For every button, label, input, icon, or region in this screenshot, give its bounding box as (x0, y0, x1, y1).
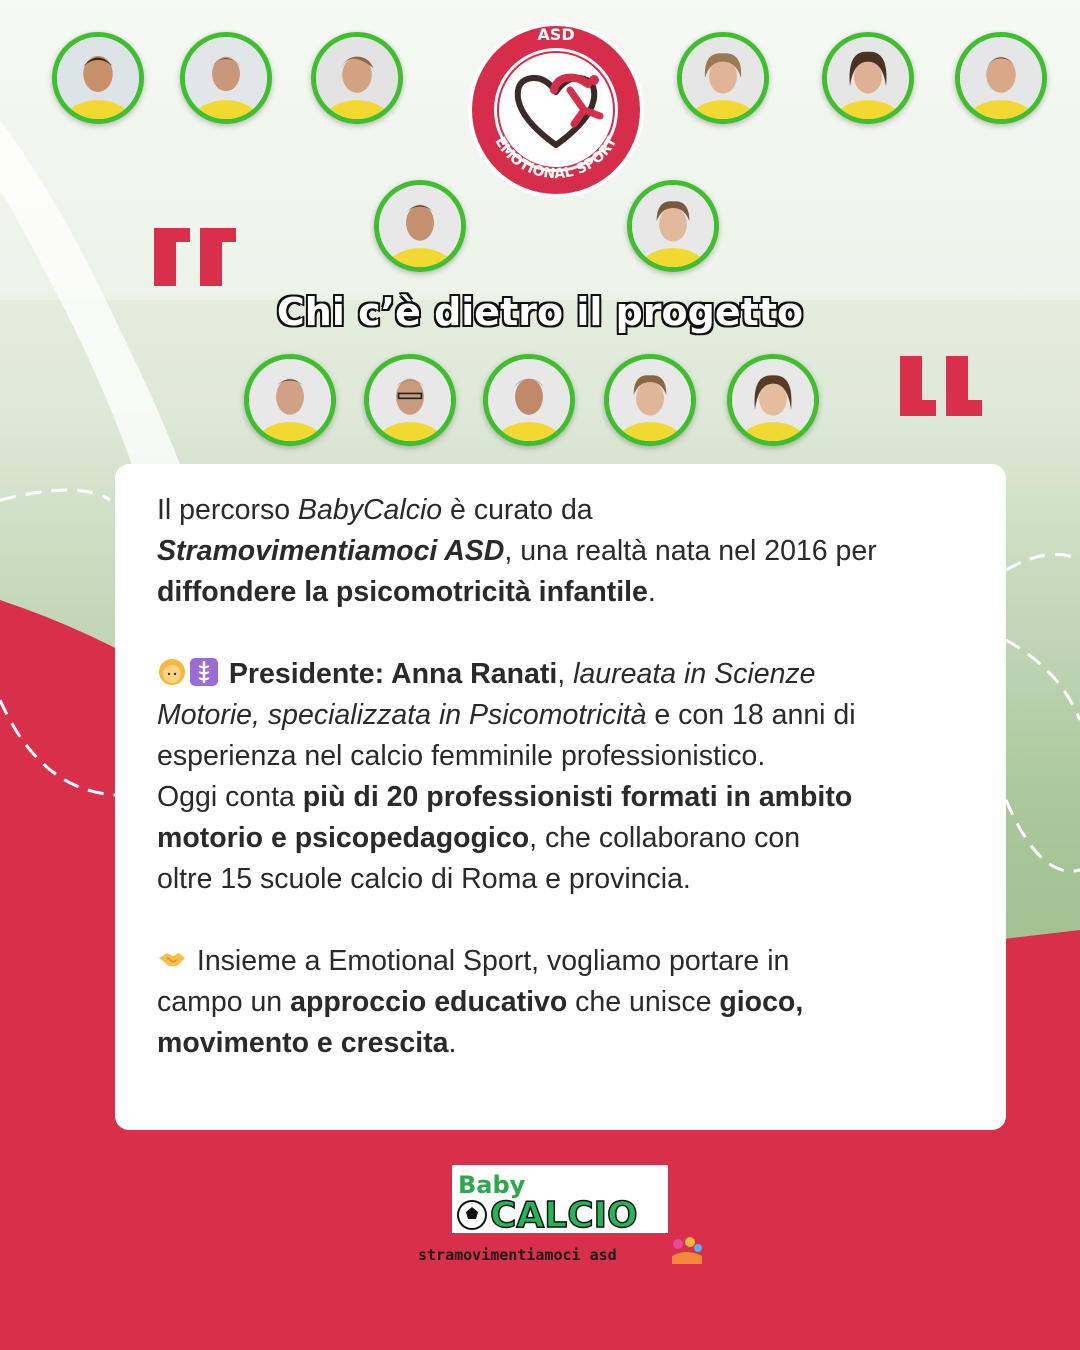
description-card (115, 464, 1006, 1130)
emotional-sport-logo (466, 20, 646, 200)
medical-symbol-icon (189, 657, 219, 687)
mission-paragraph: Insieme a Emotional Sport, vogliamo portare in campo un approccio educativo che unisce gioco, movimento e crescita. (157, 945, 804, 1059)
person-photo-icon (960, 37, 1042, 119)
team-member-avatar (822, 32, 914, 124)
person-photo-icon (682, 37, 764, 119)
logo-calcio-text: CALCIO (490, 1195, 638, 1233)
person-photo-icon (488, 359, 570, 441)
open-quote-icon (150, 220, 240, 292)
logo-bottom-text: EMOTIONAL SPORT (491, 134, 621, 183)
team-member-avatar (52, 32, 144, 124)
person-photo-icon (369, 359, 451, 441)
team-member-avatar (374, 180, 466, 272)
person-photo-icon (185, 37, 267, 119)
president-paragraph: Presidente: Anna Ranati, laureata in Scienze Motorie, specializzata in Psicomotricità e con 18 anni di esperienza nel calcio femminile professionistico. Oggi conta più di 20 professionisti formati in ambito motorio e psicopedagogico, che collaborano con oltre 15 scuole calcio di Roma e provincia. (157, 658, 856, 895)
person-photo-icon (57, 37, 139, 119)
person-photo-icon (827, 37, 909, 119)
team-member-avatar (627, 180, 719, 272)
woman-icon (157, 657, 187, 687)
team-member-avatar (244, 354, 336, 446)
intro-paragraph: Il percorso BabyCalcio è curato da Stramovimentiamoci ASD, una realtà nata nel 2016 per diffondere la psicomotricità infantile. (157, 494, 877, 608)
person-photo-icon (732, 359, 814, 441)
team-member-avatar (311, 32, 403, 124)
babycalcio-name: BabyCalcio (297, 494, 443, 526)
team-member-avatar (483, 354, 575, 446)
person-photo-icon (379, 185, 461, 267)
team-member-avatar (604, 354, 696, 446)
babycalcio-logo (452, 1165, 668, 1233)
stramovimentiamoci-mascot-icon (668, 1234, 706, 1268)
close-quote-icon (896, 352, 986, 424)
team-member-avatar (727, 354, 819, 446)
stramovimentiamoci-name: Stramovimentiamoci ASD (157, 535, 505, 567)
person-photo-icon (316, 37, 398, 119)
team-member-avatar (364, 354, 456, 446)
team-member-avatar (955, 32, 1047, 124)
team-member-avatar (677, 32, 769, 124)
person-photo-icon (249, 359, 331, 441)
person-photo-icon (632, 185, 714, 267)
logo-top-text: ASD (537, 25, 575, 44)
handshake-icon (157, 944, 187, 974)
page-title: Chi c’è dietro il progetto (276, 290, 804, 334)
logo-baby-text: Baby (458, 1171, 526, 1199)
person-photo-icon (609, 359, 691, 441)
footer-subtitle: stramovimentiamoci asd (418, 1246, 617, 1264)
team-member-avatar (180, 32, 272, 124)
